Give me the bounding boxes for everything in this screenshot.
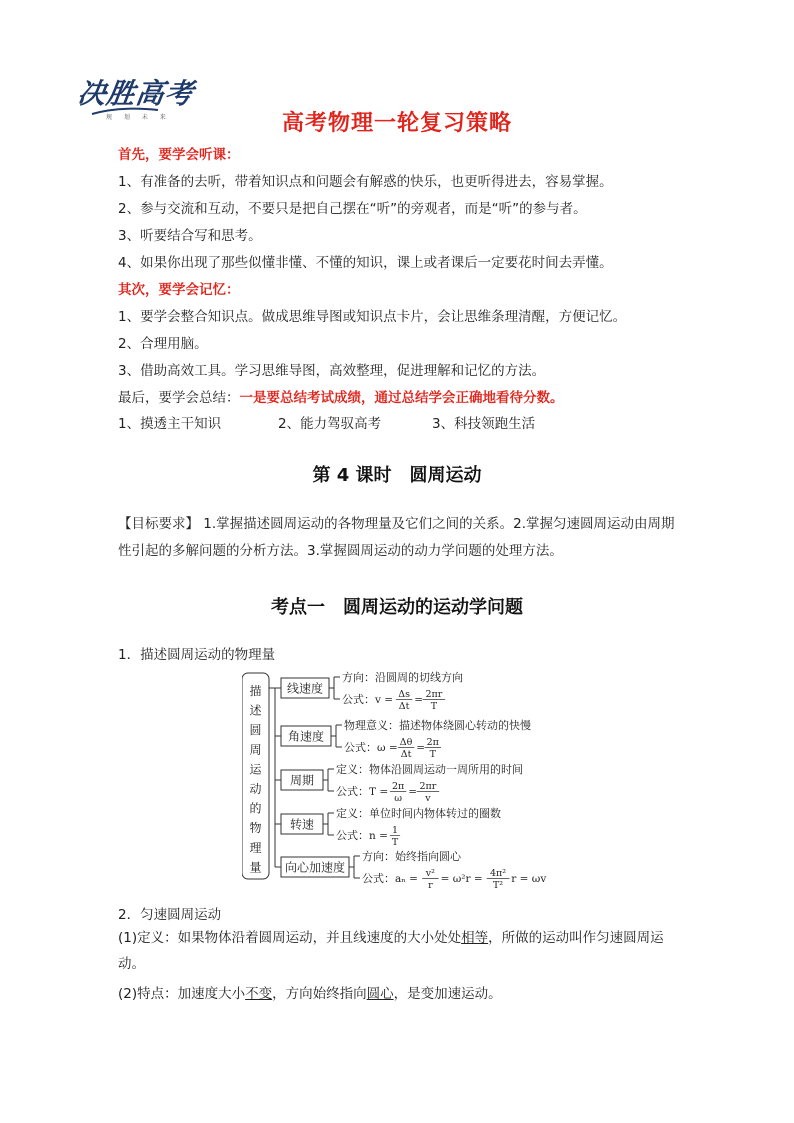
diagram-formula-text: =: [408, 786, 418, 798]
section3-item: 3、科技领跑生活: [432, 416, 536, 432]
diagram-root-char: 周: [249, 742, 262, 757]
section2-item: 2、合理用脑。: [118, 336, 208, 352]
diagram-formula-denominator: ω: [394, 793, 402, 804]
diagram-formula-prefix: 公式：: [342, 693, 375, 706]
diagram-formula-text: n =: [369, 830, 388, 842]
diagram-root-char: 物: [249, 821, 262, 836]
diagram-formula-text: T =: [369, 786, 389, 798]
diagram-formula-denominator: Δt: [400, 749, 412, 760]
section1-heading: 首先，要学会听课：: [118, 147, 240, 163]
diagram-formula-numerator: v²: [425, 868, 435, 879]
diagram-root-char: 动: [249, 782, 262, 796]
diagram-formula-text: =: [416, 742, 426, 754]
diagram-formula-denominator: T: [391, 837, 399, 848]
diagram-root-char: 描: [249, 684, 262, 698]
section3-items: [118, 412, 535, 432]
definition-blank: 相等: [461, 930, 489, 946]
feature-blank-1: 不变: [245, 986, 273, 1002]
diagram-node: [275, 718, 531, 760]
diagram-formula-text: aₙ =: [395, 873, 418, 885]
diagram-root-char: 运: [249, 762, 262, 777]
feature-text-end: ，是变加速运动。: [393, 986, 502, 1002]
diagram-formula-prefix: 公式：: [336, 785, 369, 798]
section3-emphasis: 一是要总结考试成绩，通过总结学会正确地看待分数。: [239, 390, 564, 406]
diagram-node: [275, 762, 523, 804]
section1-item: 2、参与交流和互动，不要只是把自己摆在“听”的旁观者，而是“听”的参与者。: [118, 201, 587, 217]
section1-item: 1、有准备的去听，带着知识点和问题会有解惑的快乐，也更听得进去，容易掌握。: [118, 174, 613, 190]
feature-text-mid: ，方向始终指向: [272, 986, 367, 1002]
diagram-formula-numerator: 2πr: [419, 781, 437, 792]
diagram-root-char: 量: [249, 860, 262, 875]
diagram-node-desc: 方向：始终指向圆心: [362, 850, 461, 863]
diagram-formula-denominator: T²: [492, 880, 504, 889]
diagram-formula-numerator: Δθ: [399, 737, 413, 748]
feature-text: (2)特点：加速度大小: [118, 986, 246, 1002]
subheading-uniform: 2．匀速圆周运动: [118, 907, 222, 923]
diagram-root-char: 理: [249, 840, 262, 855]
diagram-node-label: 角速度: [287, 729, 325, 744]
definition-text: (1)定义：如果物体沿着圆周运动，并且线速度的大小处处: [118, 930, 462, 946]
kaodian-title: 考点一 圆周运动的运动学问题: [271, 597, 523, 618]
diagram-node-desc: 方向：沿圆周的切线方向: [342, 671, 463, 684]
section2-item: 1、要学会整合知识点。做成思维导图或知识点卡片，会让思维条理清醒，方便记忆。: [118, 309, 627, 325]
diagram-node: [275, 849, 546, 889]
section1-item: 4、如果你出现了那些似懂非懂、不懂的知识，课上或者课后一定要花时间去弄懂。: [118, 255, 613, 271]
diagram-formula-prefix: 公式：: [336, 829, 369, 842]
diagram-formula-denominator: T: [430, 701, 438, 712]
diagram-formula-text: =: [414, 694, 424, 706]
diagram-formula-text: = ω²r =: [440, 873, 483, 885]
diagram-formula-prefix: 公式：: [362, 872, 395, 885]
diagram-formula-numerator: Δs: [398, 689, 410, 700]
diagram-formula-numerator: 2π: [426, 737, 439, 748]
concept-diagram: [242, 671, 562, 889]
diagram-node-desc: 定义：单位时间内物体转过的圈数: [336, 807, 501, 820]
feature-blank-2: 圆心: [366, 986, 394, 1002]
subheading-quantities: 1．描述圆周运动的物理量: [118, 647, 276, 663]
section1-item: 3、听要结合写和思考。: [118, 228, 262, 244]
section3-summary: [118, 386, 564, 406]
feature-paragraph: [118, 981, 683, 1007]
diagram-node-desc: 物理意义：描述物体绕圆心转动的快慢: [344, 719, 531, 732]
diagram-root-char: 述: [249, 703, 262, 718]
section3-item: 1、摸透主干知识: [118, 416, 222, 432]
goal-label: 【目标要求】: [118, 516, 199, 532]
diagram-node: [275, 806, 501, 848]
section2-heading: 其次，要学会记忆：: [118, 282, 240, 298]
diagram-node: [275, 671, 463, 712]
diagram-root-char: 的: [249, 801, 262, 816]
diagram-formula-denominator: Δt: [398, 701, 410, 712]
diagram-node-label: 转速: [289, 817, 315, 832]
goal-paragraph: [118, 511, 683, 565]
logo-title: 决胜高考: [75, 77, 197, 110]
section2-item: 3、借助高效工具。学习思维导图，高效整理，促进理解和记忆的方法。: [118, 363, 546, 379]
definition-text-end: ，所做的运动叫作匀速圆周运动。: [118, 930, 664, 972]
diagram-formula-numerator: 4π²: [489, 868, 507, 879]
definition-paragraph: [118, 925, 683, 977]
diagram-formula-denominator: v: [425, 793, 431, 804]
diagram-formula-numerator: 1: [391, 825, 399, 836]
diagram-root-char: 圆: [249, 723, 262, 738]
diagram-formula-numerator: 2π: [391, 781, 405, 792]
section3-lead: 最后，要学会总结：: [118, 390, 240, 406]
diagram-formula-text: r = ωv: [511, 873, 547, 885]
goal-text: 1.掌握描述圆周运动的各物理量及它们之间的关系。2.掌握匀速圆周运动由周期性引起的多解问题的分析方法。3.掌握圆周运动的动力学问题的处理方法。: [118, 516, 675, 559]
lesson-title: 第 4 课时 圆周运动: [312, 465, 482, 486]
diagram-formula-prefix: 公式：: [344, 741, 377, 754]
diagram-node-label: 线速度: [286, 681, 324, 696]
diagram-formula-denominator: T: [429, 749, 436, 760]
section3-item: 2、能力驾驭高考: [278, 416, 382, 432]
diagram-root-label: [249, 683, 262, 874]
logo-subtitle: 规 划 未 来: [106, 114, 171, 121]
diagram-formula-denominator: r: [428, 880, 433, 889]
diagram-node-label: 向心加速度: [284, 860, 346, 875]
diagram-formula-numerator: 2πr: [425, 689, 443, 700]
diagram-formula-text: v =: [375, 694, 394, 706]
diagram-formula-text: ω =: [377, 742, 398, 754]
diagram-node-desc: 定义：物体沿圆周运动一周所用的时间: [336, 763, 523, 776]
diagram-node-label: 周期: [289, 773, 315, 788]
page-title: 高考物理一轮复习策略: [281, 111, 512, 136]
